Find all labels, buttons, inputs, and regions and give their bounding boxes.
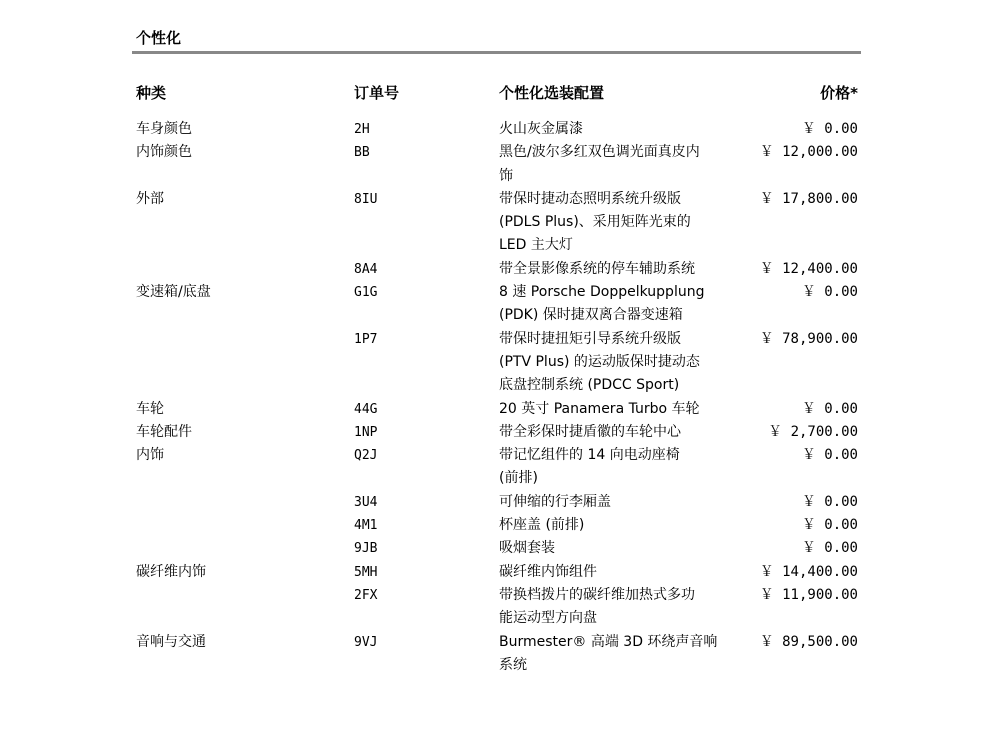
configuration-line: 带全彩保时捷盾徽的车轮中心 bbox=[499, 423, 681, 440]
configuration-line: 饰 bbox=[499, 167, 513, 184]
row-configuration bbox=[499, 514, 749, 537]
table-row bbox=[0, 188, 991, 258]
row-configuration bbox=[499, 631, 749, 678]
configuration-line: 带记忆组件的 14 向电动座椅 bbox=[499, 447, 680, 464]
row-price: ￥ 12,000.00 bbox=[759, 144, 858, 161]
row-configuration bbox=[499, 258, 749, 281]
row-order-code: G1G bbox=[354, 285, 378, 301]
section-divider bbox=[132, 51, 861, 54]
row-configuration bbox=[499, 561, 749, 584]
row-category: 变速箱/底盘 bbox=[136, 284, 211, 301]
configuration-line: 系统 bbox=[499, 656, 527, 673]
row-category: 车轮 bbox=[136, 400, 164, 417]
row-category: 外部 bbox=[136, 190, 164, 207]
table-header bbox=[0, 83, 991, 103]
table-row bbox=[0, 141, 991, 188]
header-category: 种类 bbox=[136, 84, 167, 102]
configuration-line: (前排) bbox=[499, 470, 538, 487]
row-configuration bbox=[499, 328, 749, 398]
row-price: ￥ 0.00 bbox=[801, 517, 858, 534]
row-price: ￥ 0.00 bbox=[801, 447, 858, 464]
row-price: ￥ 0.00 bbox=[801, 540, 858, 557]
table-row bbox=[0, 398, 991, 421]
row-category: 内饰 bbox=[136, 447, 164, 464]
table-row bbox=[0, 421, 991, 444]
configuration-line: 可伸缩的行李厢盖 bbox=[499, 493, 611, 510]
row-order-code: 8IU bbox=[354, 191, 378, 207]
configuration-line: 带全景影像系统的停车辅助系统 bbox=[499, 260, 695, 277]
row-order-code: 9VJ bbox=[354, 634, 378, 650]
configuration-line: 能运动型方向盘 bbox=[499, 610, 597, 627]
row-order-code: 5MH bbox=[354, 564, 378, 580]
table-row bbox=[0, 631, 991, 678]
row-configuration bbox=[499, 141, 749, 188]
options-table bbox=[0, 118, 991, 677]
configuration-line: 碳纤维内饰组件 bbox=[499, 563, 597, 580]
row-price: ￥ 2,700.00 bbox=[768, 423, 858, 440]
configuration-line: LED 主大灯 bbox=[499, 237, 573, 254]
row-price: ￥ 78,900.00 bbox=[759, 330, 858, 347]
configuration-line: 带保时捷扭矩引导系统升级版 bbox=[499, 330, 681, 347]
configuration-line: 带保时捷动态照明系统升级版 bbox=[499, 190, 681, 207]
configuration-line: 带换档拨片的碳纤维加热式多功 bbox=[499, 586, 695, 603]
configuration-line: 8 速 Porsche Doppelkupplung bbox=[499, 284, 705, 301]
row-order-code: 2FX bbox=[354, 587, 378, 603]
table-row bbox=[0, 584, 991, 631]
table-row bbox=[0, 258, 991, 281]
row-order-code: 3U4 bbox=[354, 494, 378, 510]
table-row bbox=[0, 561, 991, 584]
row-order-code: 1NP bbox=[354, 424, 378, 440]
configuration-line: 杯座盖 (前排) bbox=[499, 517, 585, 534]
table-row bbox=[0, 537, 991, 560]
row-category: 内饰颜色 bbox=[136, 144, 192, 161]
row-price: ￥ 0.00 bbox=[801, 493, 858, 510]
row-order-code: 1P7 bbox=[354, 331, 378, 347]
row-order-code: 44G bbox=[354, 401, 378, 417]
row-price: ￥ 17,800.00 bbox=[759, 190, 858, 207]
configuration-line: (PDLS Plus)、采用矩阵光束的 bbox=[499, 214, 691, 231]
row-configuration bbox=[499, 444, 749, 491]
row-order-code: BB bbox=[354, 145, 370, 161]
row-configuration bbox=[499, 118, 749, 141]
row-order-code: 4M1 bbox=[354, 518, 378, 534]
row-configuration bbox=[499, 584, 749, 631]
configuration-line: 黑色/波尔多红双色调光面真皮内 bbox=[499, 144, 700, 161]
table-row bbox=[0, 118, 991, 141]
table-row bbox=[0, 444, 991, 491]
row-price: ￥ 11,900.00 bbox=[759, 586, 858, 603]
configuration-line: Burmester® 高端 3D 环绕声音响 bbox=[499, 633, 718, 650]
configuration-line: (PTV Plus) 的运动版保时捷动态 bbox=[499, 353, 700, 370]
row-price: ￥ 89,500.00 bbox=[759, 633, 858, 650]
row-price: ￥ 0.00 bbox=[801, 400, 858, 417]
row-order-code: 9JB bbox=[354, 541, 378, 557]
table-row bbox=[0, 281, 991, 328]
row-price: ￥ 0.00 bbox=[801, 284, 858, 301]
header-price: 价格* bbox=[820, 84, 858, 102]
configuration-line: 20 英寸 Panamera Turbo 车轮 bbox=[499, 400, 700, 417]
row-price: ￥ 14,400.00 bbox=[759, 563, 858, 580]
configuration-line: 火山灰金属漆 bbox=[499, 121, 583, 137]
row-price: ￥ 12,400.00 bbox=[759, 260, 858, 277]
table-row bbox=[0, 328, 991, 398]
table-row bbox=[0, 491, 991, 514]
header-configuration: 个性化选装配置 bbox=[499, 84, 605, 102]
row-configuration bbox=[499, 491, 749, 514]
row-order-code: Q2J bbox=[354, 448, 378, 464]
table-row bbox=[0, 514, 991, 537]
row-category: 车身颜色 bbox=[136, 121, 192, 137]
row-category: 音响与交通 bbox=[136, 633, 206, 650]
row-configuration bbox=[499, 188, 749, 258]
row-configuration bbox=[499, 537, 749, 560]
row-price: ￥ 0.00 bbox=[801, 121, 858, 137]
row-configuration bbox=[499, 398, 749, 421]
row-configuration bbox=[499, 281, 749, 328]
row-order-code: 2H bbox=[354, 122, 370, 137]
row-category: 碳纤维内饰 bbox=[136, 563, 206, 580]
header-order-code: 订单号 bbox=[354, 84, 400, 102]
configuration-line: 底盘控制系统 (PDCC Sport) bbox=[499, 377, 680, 394]
row-order-code: 8A4 bbox=[354, 261, 378, 277]
section-title: 个性化 bbox=[136, 29, 182, 47]
row-configuration bbox=[499, 421, 749, 444]
row-category: 车轮配件 bbox=[136, 423, 192, 440]
configuration-line: 吸烟套装 bbox=[499, 540, 555, 557]
configuration-line: (PDK) 保时捷双离合器变速箱 bbox=[499, 307, 683, 324]
